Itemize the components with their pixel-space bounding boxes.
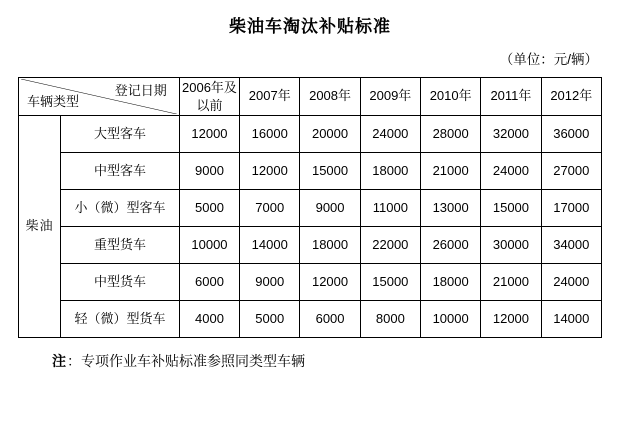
cell-value: 6000 [179,264,239,301]
cell-value: 10000 [179,227,239,264]
cell-value: 28000 [421,116,481,153]
row-type-label: 中型客车 [61,153,180,190]
cell-value: 9000 [240,264,300,301]
header-year-2010: 2010年 [421,78,481,116]
header-vehicle-type-label: 车辆类型 [27,94,80,110]
table-header-row [19,78,602,116]
category-diesel-label [19,116,61,338]
cell-value: 9000 [300,190,360,227]
cell-value: 18000 [360,153,420,190]
cell-value: 12000 [300,264,360,301]
table-row [19,153,602,190]
footnote-label: 注 [52,353,67,370]
cell-value: 30000 [481,227,541,264]
row-type-label: 重型货车 [61,227,180,264]
cell-value: 16000 [240,116,300,153]
cell-value: 15000 [481,190,541,227]
header-corner-cell [19,78,180,116]
footnote [0,351,620,371]
cell-value: 24000 [541,264,601,301]
row-type-label: 大型客车 [61,116,180,153]
header-year-2008: 2008年 [300,78,360,116]
cell-value: 13000 [421,190,481,227]
row-type-label: 小（微）型客车 [61,190,180,227]
header-year-2006: 2006年及以前 [179,78,239,116]
cell-value: 17000 [541,190,601,227]
cell-value: 12000 [179,116,239,153]
subsidy-table [18,77,602,338]
cell-value: 27000 [541,153,601,190]
table-row [19,264,602,301]
cell-value: 34000 [541,227,601,264]
cell-value: 12000 [481,301,541,338]
cell-value: 11000 [360,190,420,227]
cell-value: 4000 [179,301,239,338]
cell-value: 8000 [360,301,420,338]
cell-value: 24000 [360,116,420,153]
table-row [19,301,602,338]
header-year-2011: 2011年 [481,78,541,116]
cell-value: 12000 [240,153,300,190]
cell-value: 6000 [300,301,360,338]
row-type-label: 中型货车 [61,264,180,301]
cell-value: 5000 [179,190,239,227]
header-registration-date-label: 登记日期 [114,83,167,98]
cell-value: 24000 [481,153,541,190]
page-title: 柴油车淘汰补贴标准 [229,17,391,36]
cell-value: 18000 [421,264,481,301]
cell-value: 14000 [240,227,300,264]
cell-value: 22000 [360,227,420,264]
category-text: 柴油 [25,218,54,234]
table-row [19,116,602,153]
cell-value: 20000 [300,116,360,153]
cell-value: 18000 [300,227,360,264]
cell-value: 15000 [360,264,420,301]
cell-value: 15000 [300,153,360,190]
cell-value: 21000 [481,264,541,301]
cell-value: 5000 [240,301,300,338]
cell-value: 7000 [240,190,300,227]
row-type-label: 轻（微）型货车 [61,301,180,338]
table-row [19,227,602,264]
cell-value: 26000 [421,227,481,264]
cell-value: 36000 [541,116,601,153]
header-year-2007: 2007年 [240,78,300,116]
cell-value: 9000 [179,153,239,190]
cell-value: 14000 [541,301,601,338]
header-year-2012: 2012年 [541,78,601,116]
cell-value: 32000 [481,116,541,153]
cell-value: 21000 [421,153,481,190]
cell-value: 10000 [421,301,481,338]
header-year-2009: 2009年 [360,78,420,116]
footnote-text: ：专项作业车补贴标准参照同类型车辆 [67,353,305,370]
document-page [0,12,620,438]
unit-note: （单位：元/辆） [499,52,598,67]
table-row [19,190,602,227]
